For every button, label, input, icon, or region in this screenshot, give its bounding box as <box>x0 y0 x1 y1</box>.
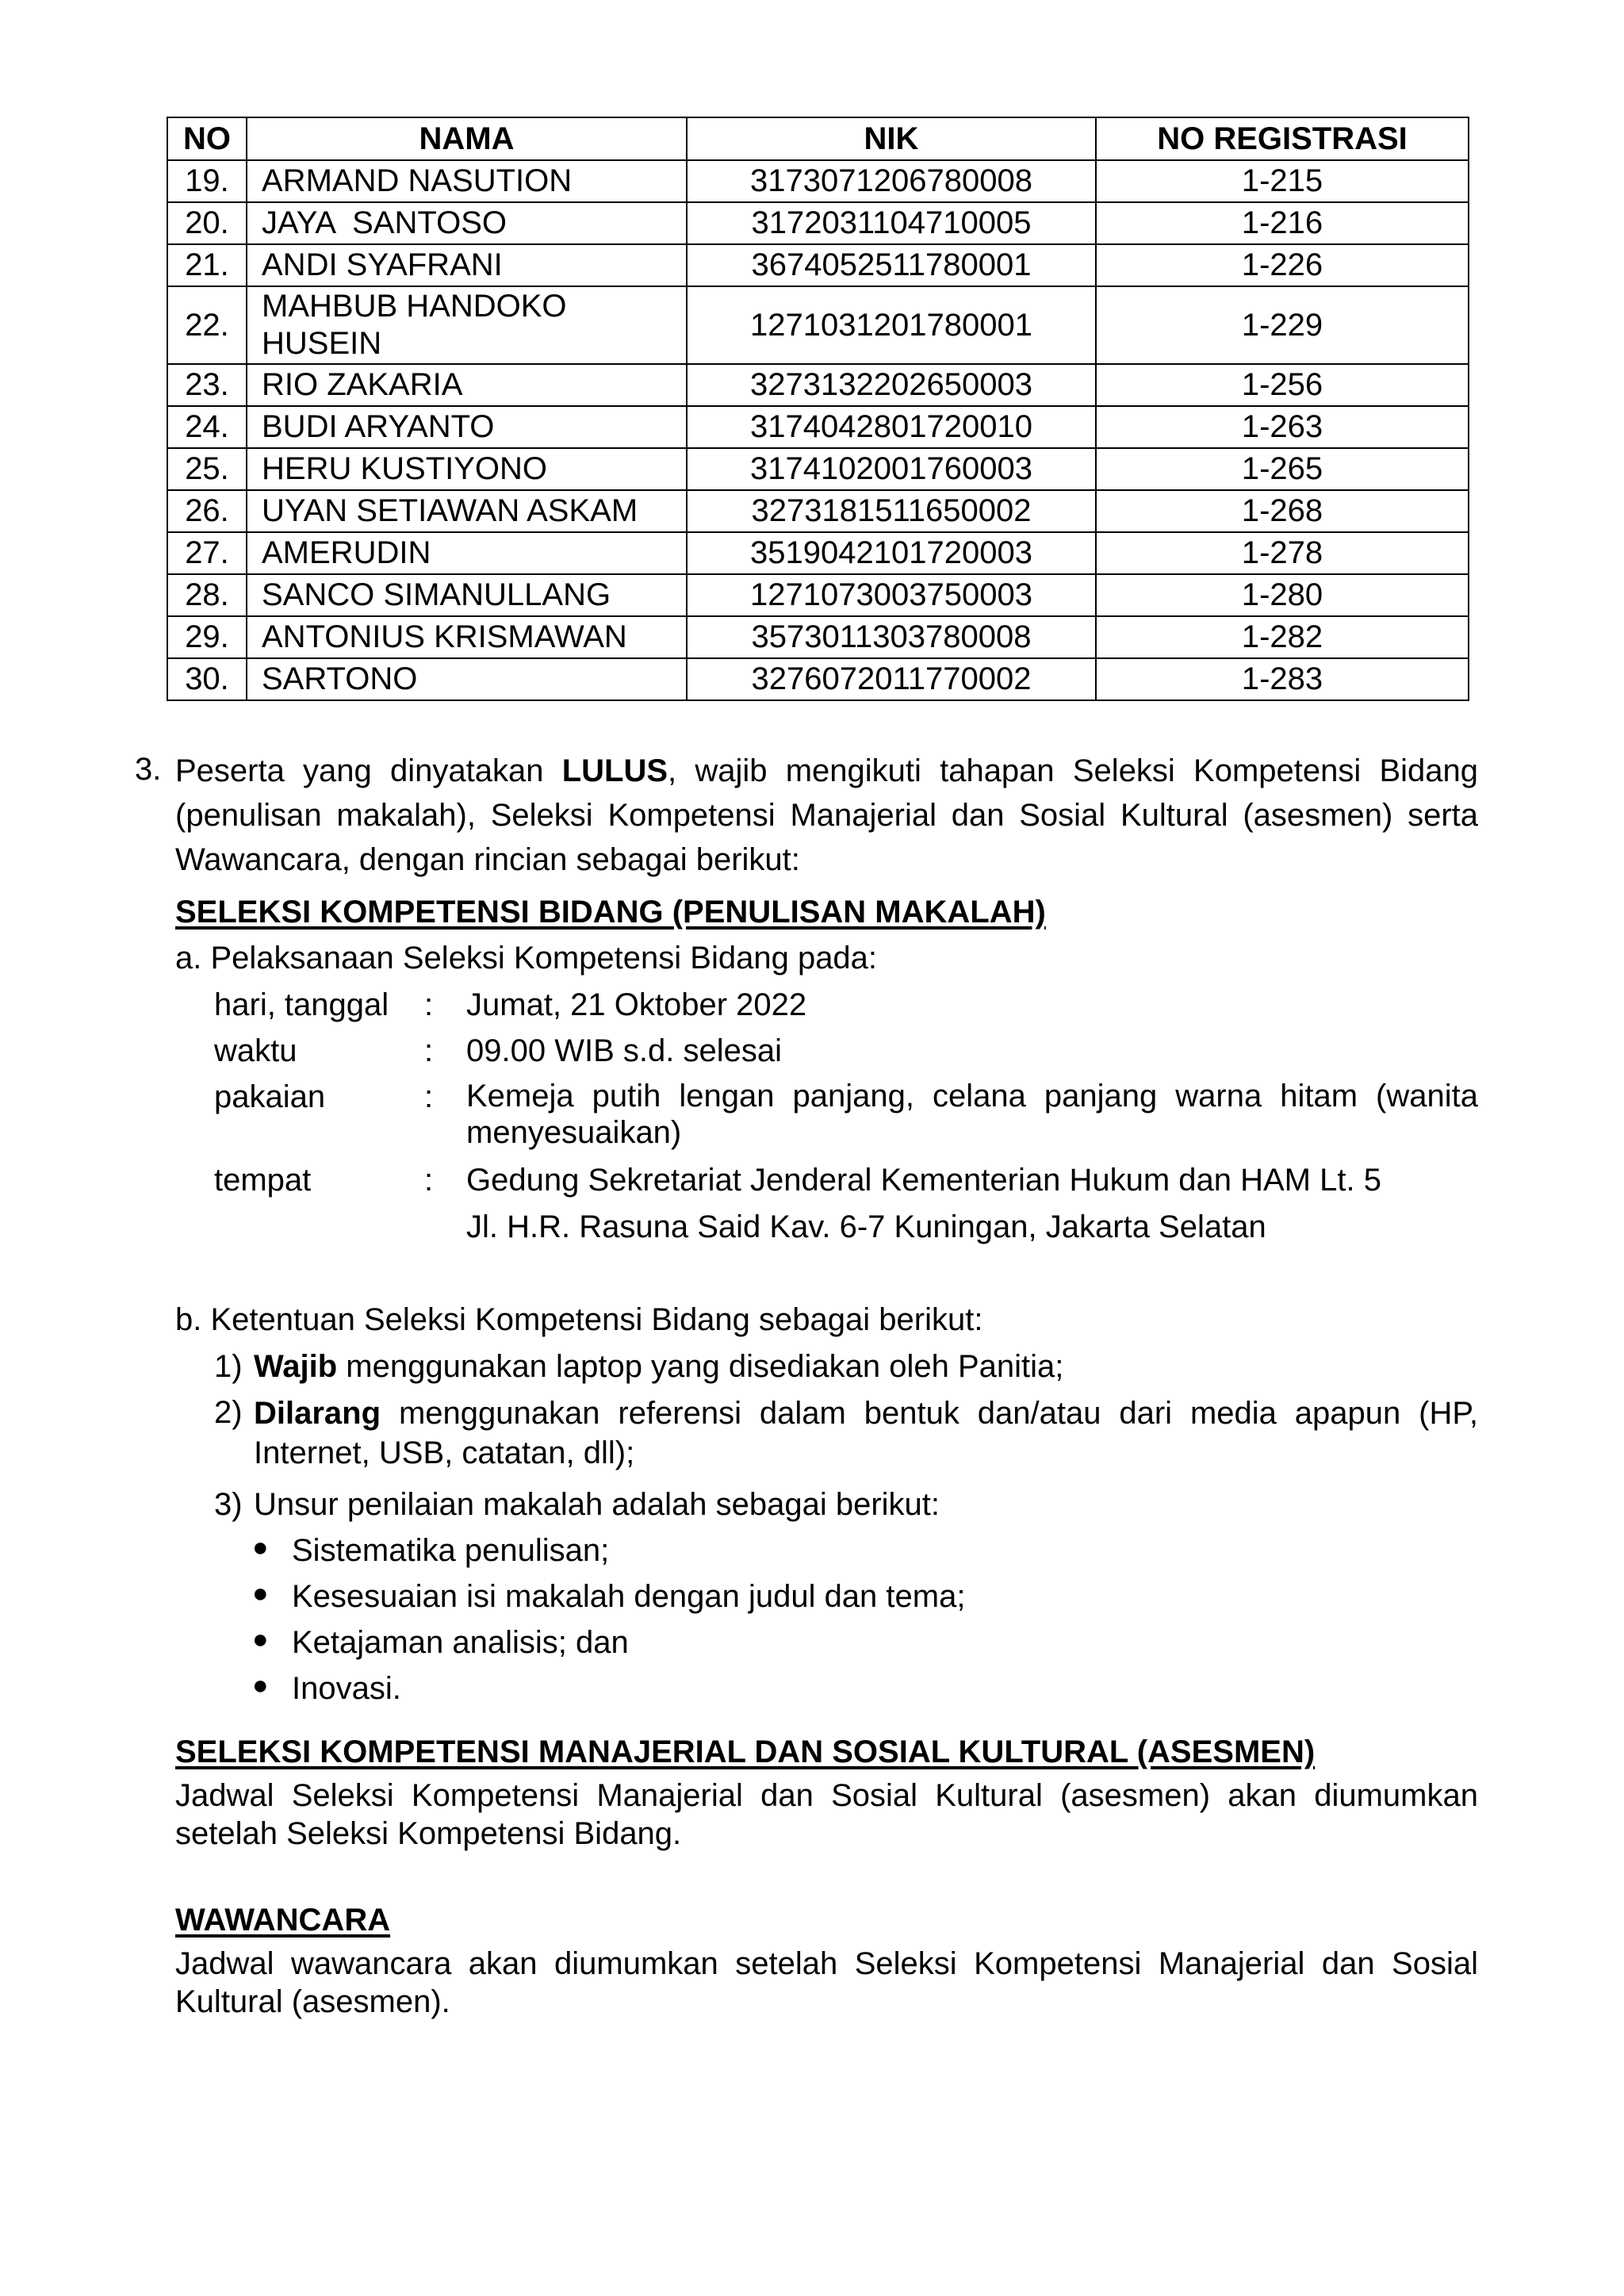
point-number: 3. <box>135 752 162 787</box>
cell-nama: MAHBUB HANDOKO HUSEIN <box>247 286 687 364</box>
cell-no-registrasi: 1-268 <box>1096 490 1469 532</box>
cell-nik: 3172031104710005 <box>687 202 1096 244</box>
cell-nama: JAYA SANTOSO <box>247 202 687 244</box>
criteria-text: Kesesuaian isi makalah dengan judul dan tema; <box>292 1579 966 1614</box>
cell-no: 28. <box>167 574 247 616</box>
rule-text: Unsur penilaian makalah adalah sebagai berikut: <box>254 1487 940 1522</box>
rule-number: 2) <box>214 1395 243 1430</box>
detail-row-tanggal <box>214 986 1478 1025</box>
detail-value: 09.00 WIB s.d. selesai <box>466 1033 782 1068</box>
header-no-registrasi: NO REGISTRASI <box>1096 117 1469 160</box>
detail-label: tempat <box>214 1163 312 1198</box>
detail-row-pakaian <box>214 1078 1478 1157</box>
detail-colon: : <box>424 987 434 1022</box>
bullet-icon: ● <box>252 1624 269 1654</box>
asesmen-text: Jadwal Seleksi Kompetensi Manajerial dan Sosial Kultural (asesmen) akan diumumkan setelah Seleksi Kompetensi Bidang. <box>175 1778 1478 1851</box>
cell-nik: 3173071206780008 <box>687 160 1096 202</box>
intro-text-end: , wajib mengikuti tahapan Seleksi Kompetensi Bidang (penulisan makalah), Seleksi Kompetensi Manajerial dan Sosial Kultural (asesmen) serta Wawancara, dengan rincian sebagai berikut: <box>175 753 1479 877</box>
table-row <box>167 448 1469 490</box>
table-row <box>167 616 1469 658</box>
cell-nama: BUDI ARYANTO <box>247 406 687 448</box>
rule-text <box>254 1393 1478 1473</box>
cell-no-registrasi: 1-282 <box>1096 616 1469 658</box>
rule-item <box>214 1347 1478 1387</box>
cell-no-registrasi: 1-283 <box>1096 658 1469 700</box>
cell-no: 21. <box>167 244 247 286</box>
cell-nama: ANDI SYAFRANI <box>247 244 687 286</box>
detail-colon: : <box>424 1163 434 1198</box>
section-heading-asesmen: SELEKSI KOMPETENSI MANAJERIAL DAN SOSIAL KULTURAL (ASESMEN) <box>175 1734 1316 1769</box>
rule-number: 1) <box>214 1349 243 1384</box>
cell-nik: 3273181511650002 <box>687 490 1096 532</box>
cell-nik: 3273132202650003 <box>687 364 1096 406</box>
cell-no-registrasi: 1-229 <box>1096 286 1469 364</box>
address-line: Jl. H.R. Rasuna Said Kav. 6-7 Kuningan, Jakarta Selatan <box>466 1209 1266 1244</box>
cell-no-registrasi: 1-256 <box>1096 364 1469 406</box>
table-row <box>167 574 1469 616</box>
detail-value: Kemeja putih lengan panjang, celana panjang warna hitam (wanita menyesuaikan) <box>466 1079 1478 1150</box>
cell-nik: 3276072011770002 <box>687 658 1096 700</box>
cell-no-registrasi: 1-278 <box>1096 532 1469 574</box>
cell-nik: 3519042101720003 <box>687 532 1096 574</box>
table-row <box>167 286 1469 364</box>
cell-no: 23. <box>167 364 247 406</box>
cell-no-registrasi: 1-216 <box>1096 202 1469 244</box>
cell-nik: 3573011303780008 <box>687 616 1096 658</box>
table-row <box>167 364 1469 406</box>
detail-colon: : <box>424 1079 434 1114</box>
criteria-text: Inovasi. <box>292 1671 401 1706</box>
detail-label: waktu <box>214 1033 297 1068</box>
table-row <box>167 202 1469 244</box>
detail-value: Gedung Sekretariat Jenderal Kementerian Hukum dan HAM Lt. 5 <box>466 1163 1381 1198</box>
detail-label: pakaian <box>214 1079 326 1114</box>
intro-text-start: Peserta yang dinyatakan <box>175 753 562 788</box>
rule-rest: menggunakan referensi dalam bentuk dan/atau dari media apapun (HP, Internet, USB, catatan, dll); <box>254 1396 1478 1470</box>
rule-text <box>254 1347 1478 1386</box>
wawancara-text: Jadwal wawancara akan diumumkan setelah Seleksi Kompetensi Manajerial dan Sosial Kultural (asesmen). <box>175 1946 1478 2019</box>
rule-item <box>214 1393 1478 1473</box>
section-heading-wawancara: WAWANCARA <box>175 1903 391 1938</box>
table-row <box>167 244 1469 286</box>
detail-row-waktu <box>214 1032 1478 1071</box>
bullet-icon: ● <box>252 1578 269 1608</box>
cell-nama: RIO ZAKARIA <box>247 364 687 406</box>
table-row <box>167 532 1469 574</box>
subsection-a-label: a. Pelaksanaan Seleksi Kompetensi Bidang pada: <box>175 941 878 976</box>
criteria-text: Ketajaman analisis; dan <box>292 1625 629 1660</box>
cell-no: 26. <box>167 490 247 532</box>
rule-bold: Wajib <box>254 1349 338 1384</box>
cell-nik: 3174102001760003 <box>687 448 1096 490</box>
cell-nama: HERU KUSTIYONO <box>247 448 687 490</box>
bullet-icon: ● <box>252 1532 269 1562</box>
cell-no: 24. <box>167 406 247 448</box>
cell-no-registrasi: 1-215 <box>1096 160 1469 202</box>
header-nik: NIK <box>687 117 1096 160</box>
rule-bold: Dilarang <box>254 1396 381 1431</box>
table-row <box>167 160 1469 202</box>
cell-nama: SANCO SIMANULLANG <box>247 574 687 616</box>
point-3-intro <box>175 749 1478 882</box>
cell-nama: AMERUDIN <box>247 532 687 574</box>
cell-nama: UYAN SETIAWAN ASKAM <box>247 490 687 532</box>
cell-nama: SARTONO <box>247 658 687 700</box>
cell-no: 30. <box>167 658 247 700</box>
table-row <box>167 490 1469 532</box>
rule-rest: menggunakan laptop yang disediakan oleh Panitia; <box>337 1349 1064 1384</box>
cell-no: 22. <box>167 286 247 364</box>
subsection-b-label: b. Ketentuan Seleksi Kompetensi Bidang sebagai berikut: <box>175 1302 983 1337</box>
cell-no: 27. <box>167 532 247 574</box>
cell-no-registrasi: 1-226 <box>1096 244 1469 286</box>
detail-row-tempat <box>214 1161 1478 1201</box>
detail-value: Jumat, 21 Oktober 2022 <box>466 987 807 1022</box>
cell-nik: 1271031201780001 <box>687 286 1096 364</box>
detail-colon: : <box>424 1033 434 1068</box>
cell-nik: 1271073003750003 <box>687 574 1096 616</box>
criteria-text: Sistematika penulisan; <box>292 1533 610 1568</box>
intro-bold-lulus: LULUS <box>561 753 668 788</box>
cell-no-registrasi: 1-265 <box>1096 448 1469 490</box>
registration-table <box>167 117 1469 701</box>
rule-number: 3) <box>214 1487 243 1522</box>
table-row <box>167 658 1469 700</box>
cell-no: 29. <box>167 616 247 658</box>
bullet-icon: ● <box>252 1670 269 1700</box>
detail-label: hari, tanggal <box>214 987 389 1022</box>
table-header-row <box>167 117 1469 160</box>
cell-no: 25. <box>167 448 247 490</box>
table-row <box>167 406 1469 448</box>
cell-no: 20. <box>167 202 247 244</box>
cell-no: 19. <box>167 160 247 202</box>
header-no: NO <box>167 117 247 160</box>
header-nama: NAMA <box>247 117 687 160</box>
cell-nama: ARMAND NASUTION <box>247 160 687 202</box>
rule-item <box>214 1485 1478 1525</box>
cell-nik: 3674052511780001 <box>687 244 1096 286</box>
section-heading-bidang: SELEKSI KOMPETENSI BIDANG (PENULISAN MAKALAH) <box>175 895 1046 930</box>
cell-nama: ANTONIUS KRISMAWAN <box>247 616 687 658</box>
cell-no-registrasi: 1-263 <box>1096 406 1469 448</box>
cell-nik: 3174042801720010 <box>687 406 1096 448</box>
cell-no-registrasi: 1-280 <box>1096 574 1469 616</box>
